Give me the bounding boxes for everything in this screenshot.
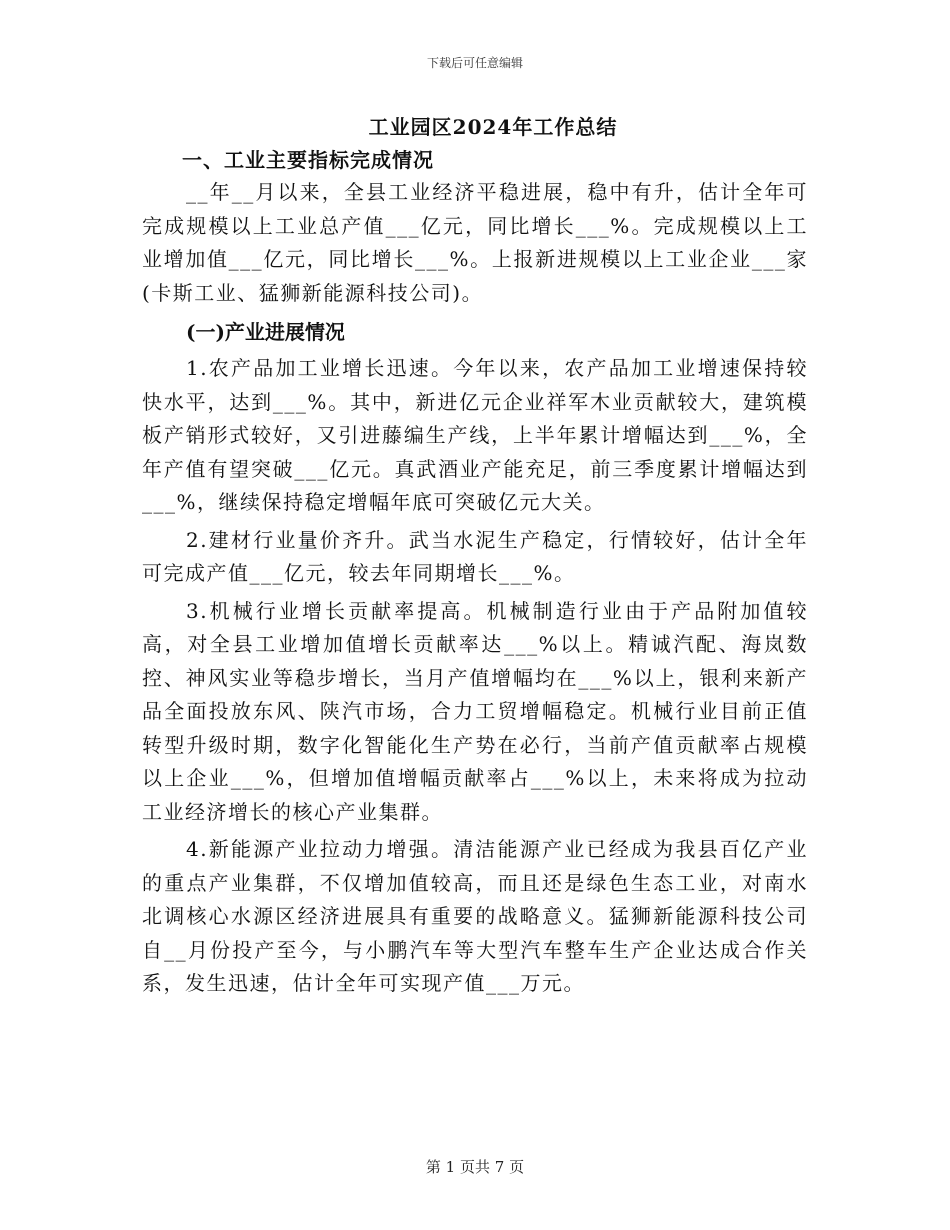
item-paragraph-1: 1.农产品加工业增长迅速。今年以来，农产品加工业增速保持较快水平，达到___%。其中，新进亿元企业祥军木业贡献较大，建筑模板产销形式较好，又引进藤编生产线，上半年累计增幅达到___%，全年产值有望突破___亿元。真武酒业产能充足，前三季度累计增幅达到___%，继续保持稳定增幅年底可突破亿元大关。: [142, 356, 808, 514]
item-paragraph-3: 3.机械行业增长贡献率提高。机械制造行业由于产品附加值较高，对全县工业增加值增长贡献率达___%以上。精诚汽配、海岚数控、神风实业等稳步增长，当月产值增幅均在___%以上，银利来新产品全面投放东风、陕汽市场，合力工贸增幅稳定。机械行业目前正值转型升级时期，数字化智能化生产势在必行，当前产值贡献率占规模以上企业___%，但增加值增幅贡献率占___%以上，未来将成为拉动工业经济增长的核心产业集群。: [142, 598, 808, 824]
document-title: 工业园区2024年工作总结: [368, 115, 618, 139]
item-paragraph-2: 2.建材行业量价齐升。武当水泥生产稳定，行情较好，估计全年可完成产值___亿元，较去年同期增长___%。: [142, 527, 808, 585]
subsection-heading: (一)产业进展情况: [186, 320, 345, 344]
page-indicator: 第 1 页共 7 页: [425, 1158, 525, 1176]
document-body: [142, 110, 808, 1005]
item-paragraph-4: 4.新能源产业拉动力增强。清洁能源产业已经成为我县百亿产业的重点产业集群，不仅增加值较高，而且还是绿色生态工业，对南水北调核心水源区经济进展具有重要的战略意义。猛狮新能源科技公司自__月份投产至今，与小鹏汽车等大型汽车整车生产企业达成合作关系，发生迅速，估计全年可实现产值___万元。: [142, 837, 808, 995]
header-note: 下载后可任意编辑: [426, 56, 523, 70]
section-heading: 一、工业主要指标完成情况: [182, 148, 434, 172]
intro-paragraph: __年__月以来，全县工业经济平稳进展，稳中有升，估计全年可完成规模以上工业总产值___亿元，同比增长___%。完成规模以上工业增加值___亿元，同比增长___%。上报新进规模以上工业企业___家(卡斯工业、猛狮新能源科技公司)。: [142, 180, 808, 305]
